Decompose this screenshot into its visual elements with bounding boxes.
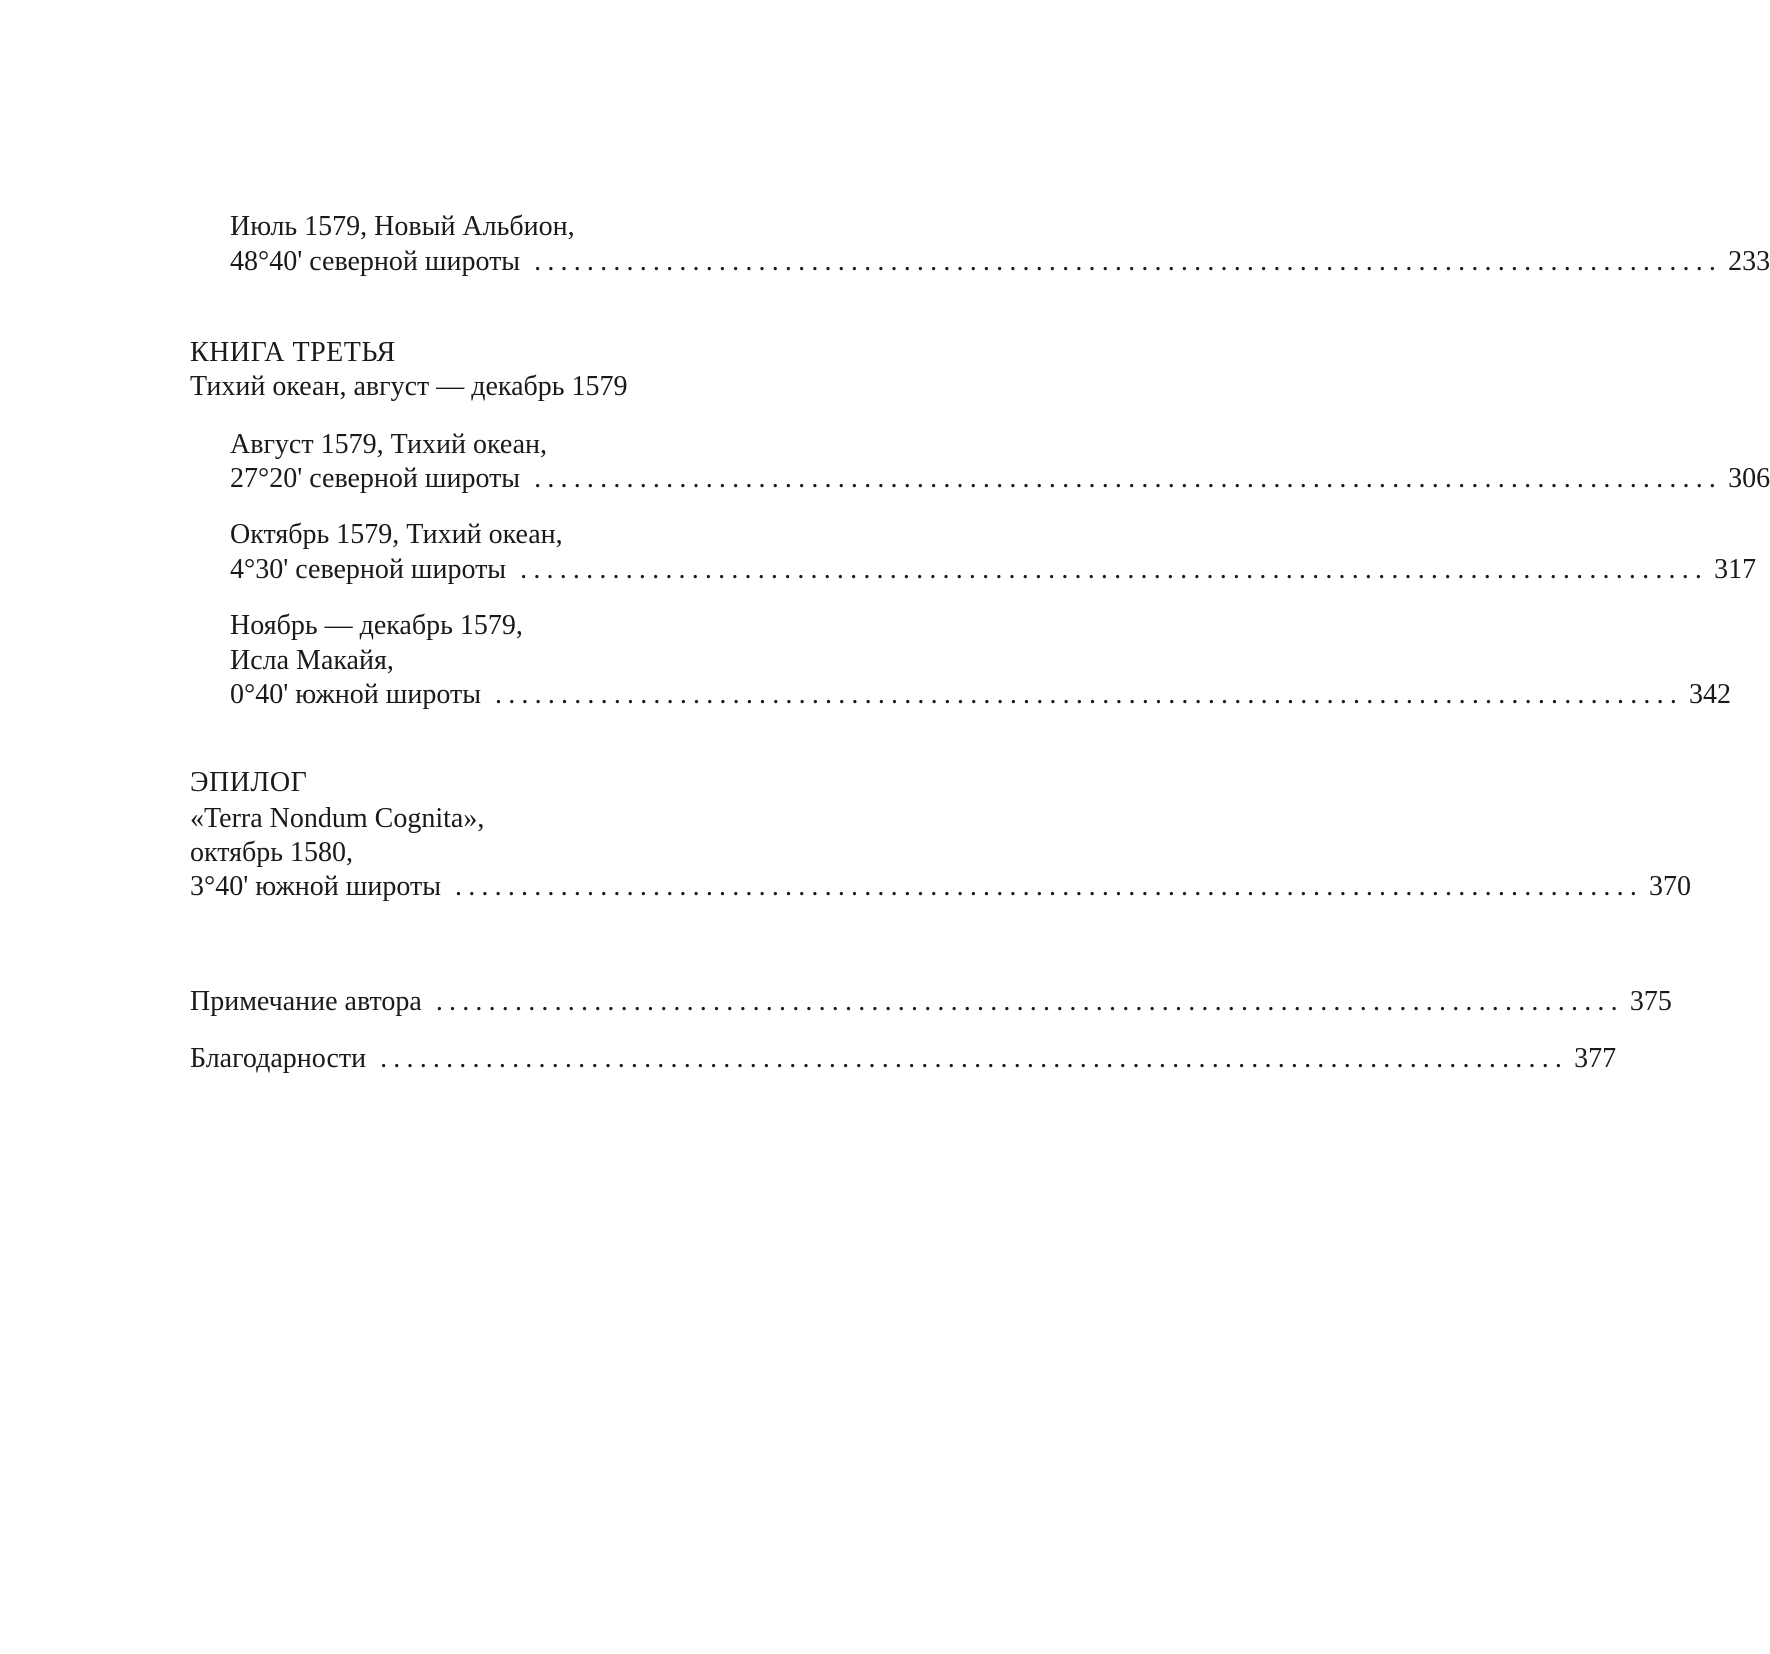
book-three-subtitle: Тихий океан, август — декабрь 1579 [190,371,628,402]
toc-entry-november-line2: Исла Макайя, [230,645,394,676]
toc-entry-august-1579[interactable] [230,462,1770,496]
epilogue-line2: октябрь 1580, [190,837,353,868]
page-number: 370 [1649,871,1692,902]
toc-entry-october-line2: 4°30' северной широты [230,554,507,585]
toc-entry-october-line1: Октябрь 1579, Тихий океан, [230,519,563,550]
toc-entry-november-line1: Ноябрь — декабрь 1579, [230,610,523,641]
epilogue-line3: 3°40' южной широты [190,871,442,902]
page-number: 306 [1728,463,1770,494]
page-number: 377 [1574,1043,1617,1074]
book-three-heading: КНИГА ТРЕТЬЯ [190,337,396,368]
dot-leader: .......................................................................................... [435,986,1624,1017]
toc-entry-epilogue[interactable] [190,870,1692,904]
toc-entry-october-1579[interactable] [230,553,1757,587]
toc-entry-august-line2: 27°20' северной широты [230,463,521,494]
toc-entry-november-1579[interactable] [230,678,1732,712]
dot-leader: .......................................................................................... [455,871,1644,902]
epilogue-line1: «Terra Nondum Cognita», [190,803,485,834]
dot-leader: .......................................................................................... [380,1043,1569,1074]
toc-entry-acknowledgements[interactable] [190,1042,1617,1076]
toc-entry-author-note[interactable] [190,985,1672,1019]
page-number: 317 [1714,554,1757,585]
toc-entry-november-line3: 0°40' южной широты [230,679,482,710]
dot-leader: .......................................................................................... [520,554,1709,585]
page-number: 375 [1629,986,1672,1017]
acknowledgements-label: Благодарности [190,1043,367,1074]
toc-entry-july-line1: Июль 1579, Новый Альбион, [230,211,575,242]
page-number: 233 [1728,246,1770,277]
dot-leader: .......................................................................................... [495,679,1684,710]
epilogue-heading: ЭПИЛОГ [190,767,308,798]
toc-entry-august-line1: Август 1579, Тихий океан, [230,429,548,460]
page-number: 342 [1689,679,1732,710]
author-note-label: Примечание автора [190,986,422,1017]
dot-leader: .......................................................................................... [534,246,1723,277]
toc-entry-july-1579[interactable] [230,245,1770,279]
dot-leader: .......................................................................................... [534,463,1723,494]
toc-entry-july-line2: 48°40' северной широты [230,246,521,277]
